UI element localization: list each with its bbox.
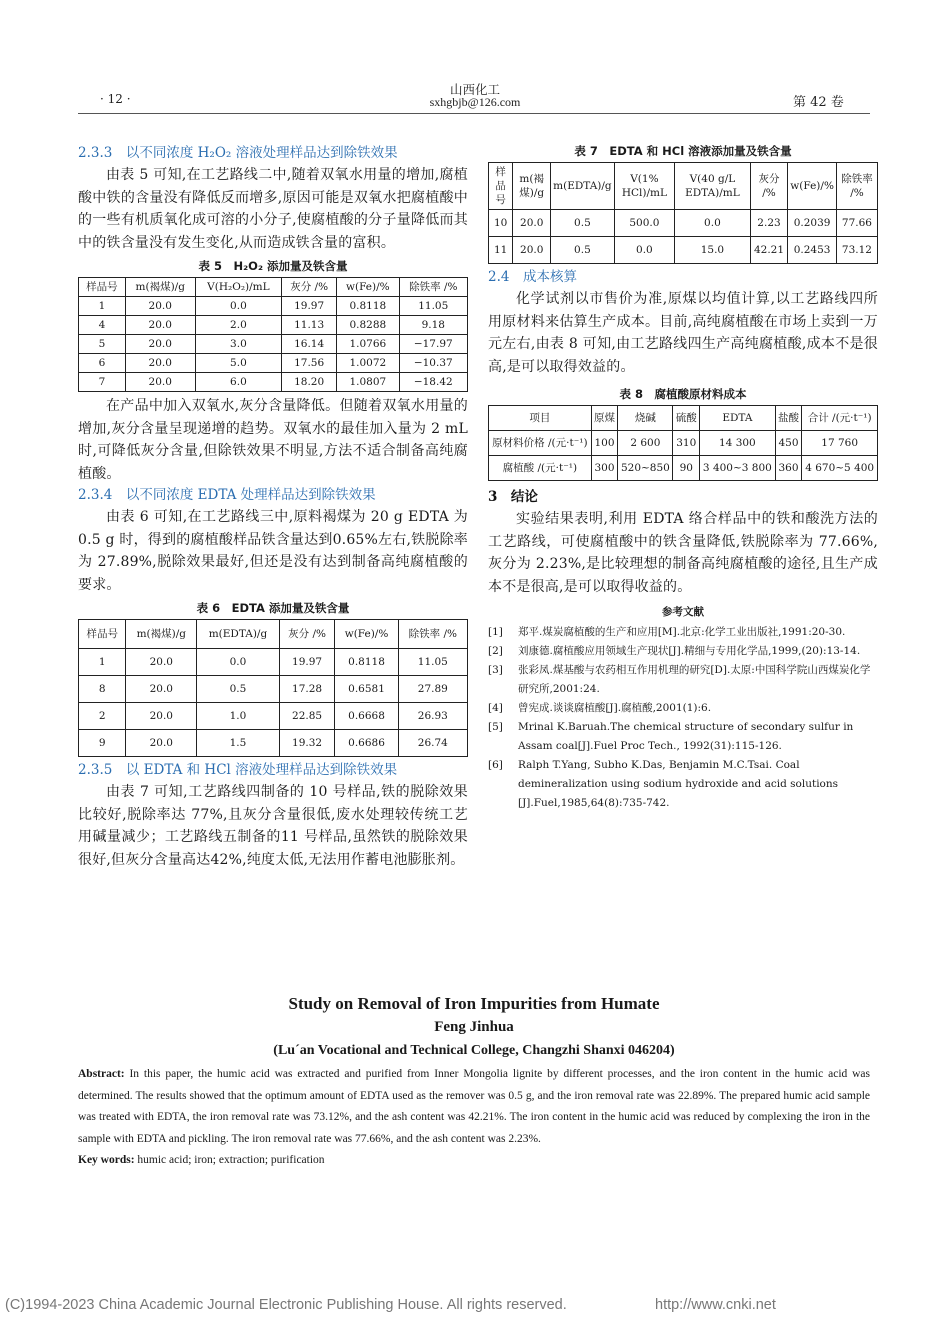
table-cell: 20.0 bbox=[513, 237, 551, 264]
table-row bbox=[79, 373, 468, 392]
table8-header-cell: EDTA bbox=[700, 406, 776, 431]
section-2-3-3-title: 2.3.3 以不同浓度 H₂O₂ 溶液处理样品达到除铁效果 bbox=[78, 145, 398, 161]
table-cell: 11 bbox=[489, 237, 513, 264]
table-cell: 0.0 bbox=[675, 210, 751, 237]
journal-name: 山西化工 bbox=[449, 82, 500, 97]
section-2-3-4-paragraph: 由表 6 可知,在工艺路线三中,原料褐煤为 20 g EDTA 为 0.5 g 时，得到的腐植酸样品铁含量达到0.65%左右,铁脱除率为 27.89%,脱除效果最好,但还是没有达到制备高纯腐植酸的要求。 bbox=[78, 509, 468, 593]
table-cell: 20.0 bbox=[125, 373, 195, 392]
reference-item bbox=[488, 718, 878, 756]
table6-header-cell: 灰分 /% bbox=[279, 620, 335, 649]
table-cell: 20.0 bbox=[125, 316, 195, 335]
table-cell: 6.0 bbox=[195, 373, 282, 392]
table-cell: 1 bbox=[79, 297, 126, 316]
table-cell: 9.18 bbox=[399, 316, 467, 335]
table8-header-cell: 烧碱 bbox=[618, 406, 673, 431]
table-row bbox=[79, 354, 468, 373]
table7-header-cell: 灰分 /% bbox=[750, 163, 788, 210]
table7-header-cell: w(Fe)/% bbox=[788, 163, 837, 210]
table6-header-cell: m(褐煤)/g bbox=[126, 620, 197, 649]
table8-header-cell: 硫酸 bbox=[673, 406, 700, 431]
table-cell: 77.66 bbox=[836, 210, 877, 237]
table7-header-cell: 除铁率 /% bbox=[836, 163, 877, 210]
table8-header-cell: 原煤 bbox=[591, 406, 618, 431]
reference-text: 郑平.煤炭腐植酸的生产和应用[M].北京:化学工业出版社,1991:20-30. bbox=[518, 626, 846, 638]
table-cell: 4 670~5 400 bbox=[802, 456, 878, 481]
table-cell: 5 bbox=[79, 335, 126, 354]
table7-header bbox=[489, 163, 878, 210]
table-cell: 0.2039 bbox=[788, 210, 837, 237]
table-cell: 3.0 bbox=[195, 335, 282, 354]
reference-text: 刘康德.腐植酸应用领域生产现状[J].精细与专用化学品,1999,(20):13-14. bbox=[518, 645, 861, 657]
table5-header-cell: w(Fe)/% bbox=[337, 278, 399, 297]
table-row bbox=[489, 210, 878, 237]
table7 bbox=[488, 162, 878, 264]
table-cell: 0.6686 bbox=[335, 730, 398, 757]
table-cell: 1.0807 bbox=[337, 373, 399, 392]
table-cell: 2 600 bbox=[618, 431, 673, 456]
section-2-3-3-paragraph-2: 在产品中加入双氧水,灰分含量降低。但随着双氧水用量的增加,灰分含量呈现递增的趋势。双氧水的最佳加入量为 2 mL 时,可降低灰分含量,但除铁效果不明显,方法不适合制备高纯腐植酸。 bbox=[78, 398, 468, 482]
table-cell: 1.5 bbox=[197, 730, 280, 757]
english-title: Study on Removal of Iron Impurities from Humate bbox=[288, 994, 660, 1013]
table5-header-cell: V(H₂O₂)/mL bbox=[195, 278, 282, 297]
abstract-paragraph bbox=[78, 1064, 870, 1150]
table-cell: 17 760 bbox=[802, 431, 878, 456]
table-cell: 0.0 bbox=[614, 237, 674, 264]
table8-header-cell: 盐酸 bbox=[775, 406, 802, 431]
reference-item bbox=[488, 661, 878, 699]
table-cell: 19.97 bbox=[282, 297, 337, 316]
table-cell: 8 bbox=[79, 676, 126, 703]
table-cell: 0.5 bbox=[551, 237, 615, 264]
abstract-label: Abstract: bbox=[78, 1068, 125, 1080]
table-cell: 0.0 bbox=[197, 649, 280, 676]
table-cell: 20.0 bbox=[125, 297, 195, 316]
reference-item bbox=[488, 642, 878, 661]
table5-header-cell: 灰分 /% bbox=[282, 278, 337, 297]
table-cell: 27.89 bbox=[398, 676, 467, 703]
table-row bbox=[489, 431, 878, 456]
table-cell: 1.0766 bbox=[337, 335, 399, 354]
section-2-4-title: 2.4 成本核算 bbox=[488, 269, 577, 285]
table-cell: 20.0 bbox=[126, 730, 197, 757]
section-2-3-5-paragraph: 由表 7 可知,工艺路线四制备的 10 号样品,铁的脱除效果比较好,脱除率达 77%,且灰分含量很低,废水处理较传统工艺用碱量减少；工艺路线五制备的11 号样品,虽然铁的脱除效果很好,但灰分含量高达42%,纯度太低,无法用作蓄电池膨胀剂。 bbox=[78, 784, 468, 868]
table-cell: 0.6668 bbox=[335, 703, 398, 730]
table7-header-cell: 样品号 bbox=[489, 163, 513, 210]
table6-header bbox=[79, 620, 468, 649]
table-cell: 26.93 bbox=[398, 703, 467, 730]
table5-header-cell: 样品号 bbox=[79, 278, 126, 297]
table-cell: 20.0 bbox=[126, 703, 197, 730]
table-cell: 17.56 bbox=[282, 354, 337, 373]
table-cell: 9 bbox=[79, 730, 126, 757]
table-cell: 450 bbox=[775, 431, 802, 456]
table-cell: 1 bbox=[79, 649, 126, 676]
reference-number: [6] bbox=[488, 759, 503, 771]
table-cell: 11.05 bbox=[399, 297, 467, 316]
table-cell: 1.0072 bbox=[337, 354, 399, 373]
table-cell: 2 bbox=[79, 703, 126, 730]
table-cell: 20.0 bbox=[125, 354, 195, 373]
table-cell: 2.0 bbox=[195, 316, 282, 335]
cnki-link[interactable]: http://www.cnki.net bbox=[655, 1297, 776, 1313]
reference-number: [1] bbox=[488, 626, 503, 638]
table-cell: 3 400~3 800 bbox=[700, 456, 776, 481]
table-cell: 0.2453 bbox=[788, 237, 837, 264]
references-list bbox=[488, 623, 878, 813]
table5-caption: 表 5 H₂O₂ 添加量及铁含量 bbox=[198, 259, 348, 273]
table-cell: 10 bbox=[489, 210, 513, 237]
references-title: 参考文献 bbox=[662, 606, 704, 618]
table-cell: −18.42 bbox=[399, 373, 467, 392]
table-row bbox=[79, 703, 468, 730]
table-cell: 20.0 bbox=[126, 676, 197, 703]
table-cell: 90 bbox=[673, 456, 700, 481]
table7-header-cell: V(1% HCl)/mL bbox=[614, 163, 674, 210]
table-cell: 0.6581 bbox=[335, 676, 398, 703]
table6-header-cell: 除铁率 /% bbox=[398, 620, 467, 649]
table-row bbox=[79, 649, 468, 676]
table-cell: 100 bbox=[591, 431, 618, 456]
table-cell: 0.0 bbox=[195, 297, 282, 316]
table-cell: 26.74 bbox=[398, 730, 467, 757]
table5-header bbox=[79, 278, 468, 297]
reference-text: Mrinal K.Baruah.The chemical structure of secondary sulfur in Assam coal[J].Fuel Proc Tech., 1992(31):115-126. bbox=[518, 721, 854, 752]
header-rule bbox=[78, 113, 870, 114]
abstract-text: In this paper, the humic acid was extracted and purified from Inner Mongolia lignite by different processes, and the iron content in the humic acid was determined. The results showed that the optimum amount of EDTA used as the remover was 0.5 g, and the iron removal rate was 22.89%. The prepared humic acid sample was treated with EDTA, the iron removal rate was 73.12%, and the ash content was 42.21%. The iron content in the humic acid was reduced by complexing the iron in the sample with EDTA and pickling. The iron removal rate was 77.66%, and the ash content was 2.23%. bbox=[78, 1068, 870, 1145]
keywords-label: Key words: bbox=[78, 1154, 135, 1166]
reference-text: 曾宪成.谈谈腐植酸[J].腐植酸,2001(1):6. bbox=[518, 702, 712, 714]
table-cell: 2.23 bbox=[750, 210, 788, 237]
keywords-paragraph bbox=[78, 1150, 870, 1172]
journal-email: sxhgbjb@126.com bbox=[429, 95, 521, 109]
copyright-notice: (C)1994-2023 China Academic Journal Electronic Publishing House. All rights reserved. bbox=[5, 1297, 567, 1313]
reference-text: 张彩凤.煤基酸与农药相互作用机理的研究[D].太原:中国科学院山西煤炭化学研究所,2001:24. bbox=[518, 664, 871, 695]
table-cell: 19.97 bbox=[279, 649, 335, 676]
table-row bbox=[489, 456, 878, 481]
table6-header-cell: 样品号 bbox=[79, 620, 126, 649]
table-cell: 520~850 bbox=[618, 456, 673, 481]
table-cell: 1.0 bbox=[197, 703, 280, 730]
table8-header bbox=[489, 406, 878, 431]
english-abstract bbox=[78, 1064, 870, 1172]
table8-header-cell: 项目 bbox=[489, 406, 592, 431]
table-cell: 5.0 bbox=[195, 354, 282, 373]
table-cell: 15.0 bbox=[675, 237, 751, 264]
table-cell: 0.8118 bbox=[337, 297, 399, 316]
table-cell: 73.12 bbox=[836, 237, 877, 264]
table-cell: 300 bbox=[591, 456, 618, 481]
reference-item bbox=[488, 623, 878, 642]
table6-header-cell: m(EDTA)/g bbox=[197, 620, 280, 649]
table-cell: 20.0 bbox=[126, 649, 197, 676]
table-cell: 19.32 bbox=[279, 730, 335, 757]
table-cell: 310 bbox=[673, 431, 700, 456]
table7-header-cell: m(EDTA)/g bbox=[551, 163, 615, 210]
table-cell: 500.0 bbox=[614, 210, 674, 237]
table6 bbox=[78, 619, 468, 757]
table-cell: 11.05 bbox=[398, 649, 467, 676]
table-cell: 360 bbox=[775, 456, 802, 481]
table-cell: −17.97 bbox=[399, 335, 467, 354]
english-affiliation: (Lu´an Vocational and Technical College, Changzhi Shanxi 046204) bbox=[273, 1043, 675, 1058]
table-cell: 11.13 bbox=[282, 316, 337, 335]
section-2-3-5-title: 2.3.5 以 EDTA 和 HCl 溶液处理样品达到除铁效果 bbox=[78, 762, 398, 778]
right-column bbox=[488, 143, 878, 813]
keywords-text: humic acid; iron; extraction; purification bbox=[137, 1154, 325, 1166]
table-row bbox=[79, 335, 468, 354]
table-cell: 7 bbox=[79, 373, 126, 392]
table-row bbox=[79, 297, 468, 316]
table-cell: 14 300 bbox=[700, 431, 776, 456]
reference-item bbox=[488, 699, 878, 718]
reference-number: [3] bbox=[488, 664, 503, 676]
section-3-title: 3 结论 bbox=[488, 489, 538, 505]
table8-caption: 表 8 腐植酸原材料成本 bbox=[619, 387, 747, 401]
table-cell: 腐植酸 /(元·t⁻¹) bbox=[489, 456, 592, 481]
table5-header-cell: m(褐煤)/g bbox=[125, 278, 195, 297]
table-cell: 4 bbox=[79, 316, 126, 335]
table-cell: 20.0 bbox=[513, 210, 551, 237]
table-cell: 0.8288 bbox=[337, 316, 399, 335]
reference-number: [4] bbox=[488, 702, 503, 714]
table-row bbox=[79, 730, 468, 757]
table-cell: 原材料价格 /(元·t⁻¹) bbox=[489, 431, 592, 456]
reference-item bbox=[488, 756, 878, 813]
table-row bbox=[79, 676, 468, 703]
table-cell: 0.5 bbox=[551, 210, 615, 237]
table-row bbox=[489, 237, 878, 264]
page-number: · 12 · bbox=[100, 92, 131, 106]
table5 bbox=[78, 277, 468, 392]
table6-caption: 表 6 EDTA 添加量及铁含量 bbox=[196, 601, 350, 615]
table7-header-cell: V(40 g/L EDTA)/mL bbox=[675, 163, 751, 210]
table-cell: −10.37 bbox=[399, 354, 467, 373]
table-cell: 18.20 bbox=[282, 373, 337, 392]
table5-header-cell: 除铁率 /% bbox=[399, 278, 467, 297]
table-cell: 22.85 bbox=[279, 703, 335, 730]
table-cell: 6 bbox=[79, 354, 126, 373]
reference-number: [2] bbox=[488, 645, 503, 657]
table-cell: 20.0 bbox=[125, 335, 195, 354]
section-2-4-paragraph: 化学试剂以市售价为准,原煤以均值计算,以工艺路线四所用原材料来估算生产成本。目前,高纯腐植酸在市场上卖到一万元左右,由表 8 可知,由工艺路线四生产高纯腐植酸,成本不是很高,是可以取得效益的。 bbox=[488, 291, 878, 375]
table-cell: 16.14 bbox=[282, 335, 337, 354]
reference-text: Ralph T.Yang, Subho K.Das, Benjamin M.C.Tsai. Coal demineralization using sodium hydroxide and acid solutions [J].Fuel,1985,64(8):735-742. bbox=[518, 759, 839, 809]
volume-label: 第 42 卷 bbox=[793, 95, 844, 110]
reference-number: [5] bbox=[488, 721, 503, 733]
left-column bbox=[78, 143, 468, 871]
table7-header-cell: m(褐煤)/g bbox=[513, 163, 551, 210]
table-cell: 42.21 bbox=[750, 237, 788, 264]
section-2-3-4-title: 2.3.4 以不同浓度 EDTA 处理样品达到除铁效果 bbox=[78, 487, 376, 503]
table8-header-cell: 合计 /(元·t⁻¹) bbox=[802, 406, 878, 431]
section-3-paragraph: 实验结果表明,利用 EDTA 络合样品中的铁和酸洗方法的工艺路线，可使腐植酸中的铁含量降低,铁脱除率为 77.66%,灰分为 2.23%,是比较理想的制备高纯腐植酸的途径,且生产成本不是很高,是可以取得收益的。 bbox=[488, 511, 878, 595]
table-cell: 0.8118 bbox=[335, 649, 398, 676]
table-cell: 17.28 bbox=[279, 676, 335, 703]
table6-header-cell: w(Fe)/% bbox=[335, 620, 398, 649]
section-2-3-3-paragraph: 由表 5 可知,在工艺路线二中,随着双氧水用量的增加,腐植酸中铁的含量没有降低反而增多,原因可能是双氧水把腐植酸中的一些有机质氧化成可溶的小分子,使腐植酸的分子量降低而其中的铁含量没有发生变化,从而造成铁含量的富积。 bbox=[78, 167, 468, 251]
table-cell: 0.5 bbox=[197, 676, 280, 703]
english-author: Feng Jinhua bbox=[434, 1019, 514, 1035]
table8 bbox=[488, 405, 878, 481]
table7-caption: 表 7 EDTA 和 HCl 溶液添加量及铁含量 bbox=[574, 144, 792, 158]
table-row bbox=[79, 316, 468, 335]
